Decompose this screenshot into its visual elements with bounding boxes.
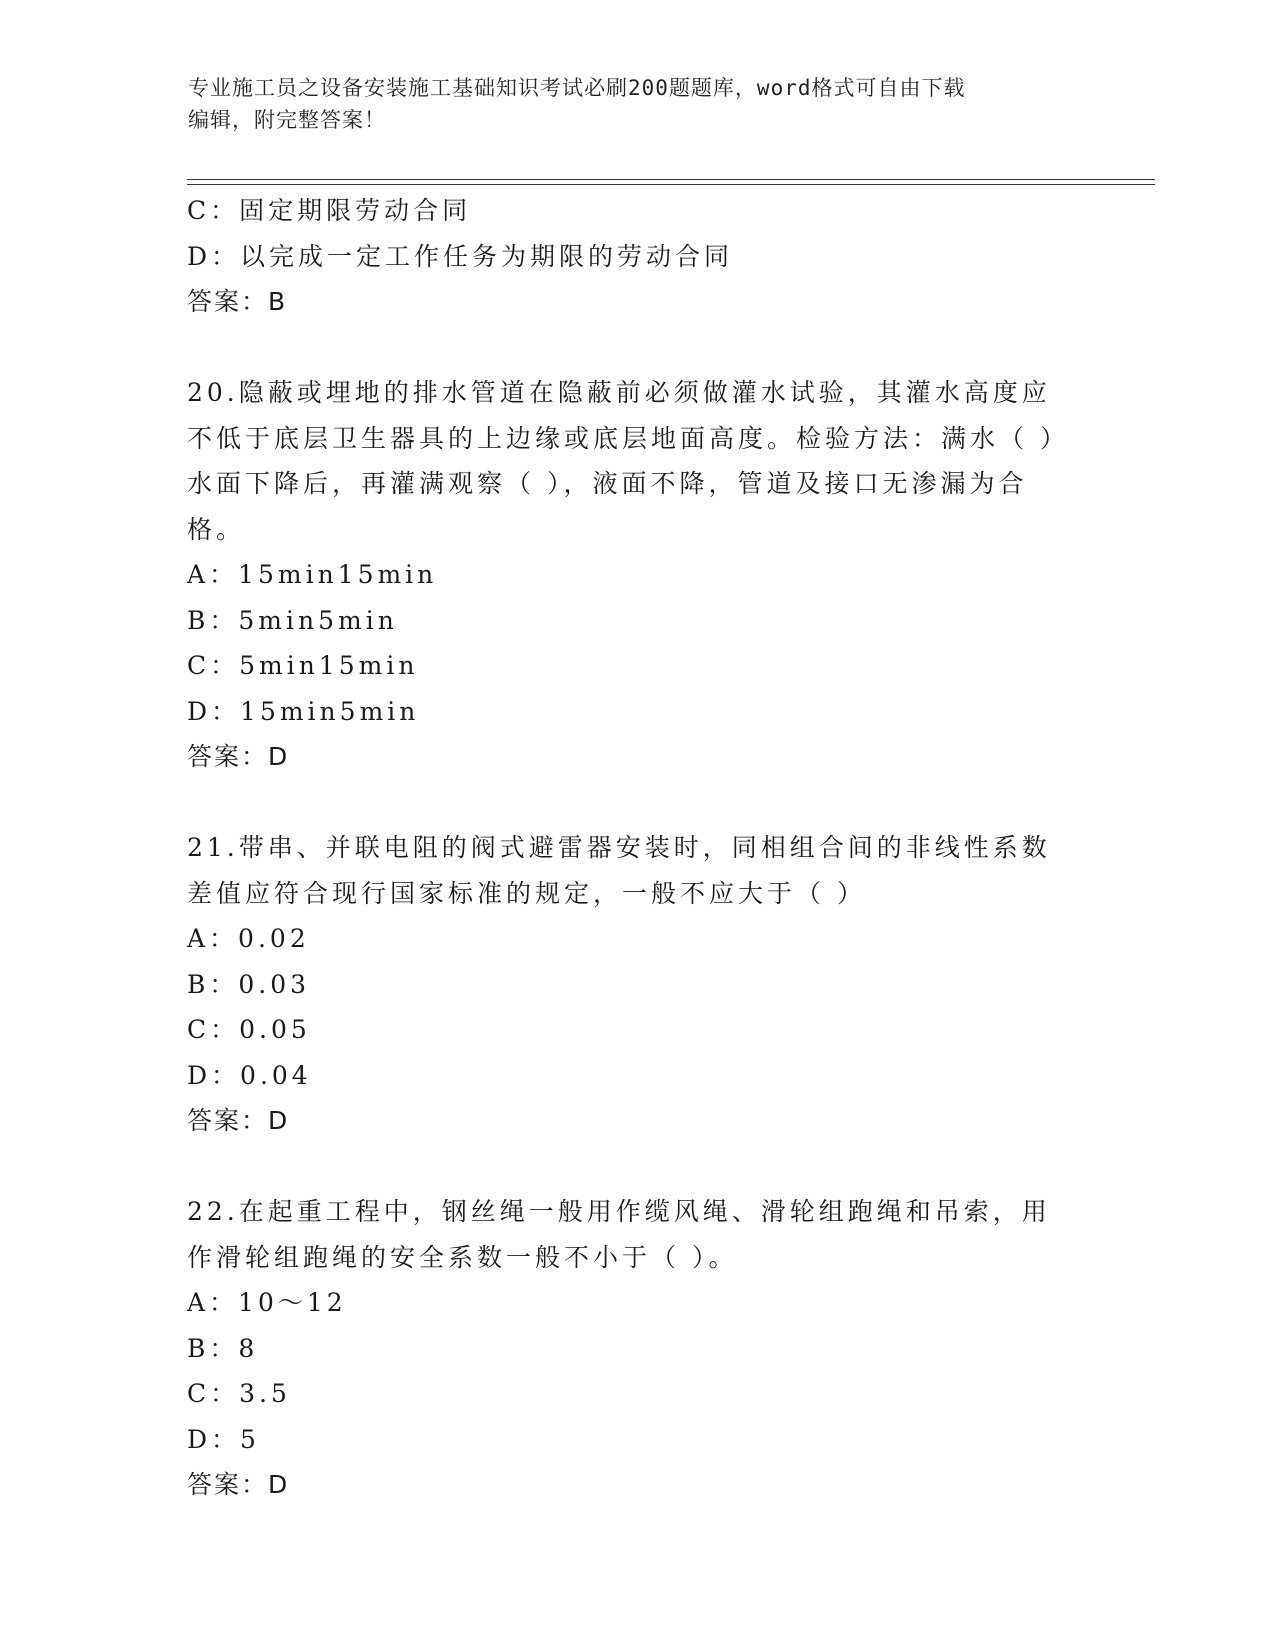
option-c: C：0.05	[187, 1015, 311, 1044]
question-19-tail	[187, 188, 1077, 325]
question-22	[187, 1189, 1077, 1508]
question-stem: 22.在起重工程中，钢丝绳一般用作缆风绳、滑轮组跑绳和吊索，用作滑轮组跑绳的安全系数一般不小于（ ）。	[187, 1197, 1051, 1272]
answer-line: 答案：B	[187, 287, 288, 316]
option-b: B：5min5min	[187, 605, 398, 635]
document-body	[187, 188, 1077, 1508]
spacer	[187, 1144, 1077, 1190]
spacer	[187, 780, 1077, 826]
header-divider-bottom	[187, 184, 1155, 185]
question-20	[187, 370, 1077, 780]
option-b: B：0.03	[187, 969, 311, 999]
page-header	[188, 72, 1068, 136]
header-title-line1: 专业施工员之设备安装施工基础知识考试必刷200题题库，word格式可自由下载	[188, 76, 966, 100]
answer-line: 答案：D	[187, 1470, 290, 1499]
spacer	[187, 325, 1077, 371]
question-21	[187, 825, 1077, 1144]
header-title-line2: 编辑，附完整答案！	[188, 108, 386, 132]
option-d: D：5	[187, 1424, 260, 1454]
option-c: C：5min15min	[187, 651, 419, 680]
option-c: C：固定期限劳动合同	[187, 196, 472, 225]
header-divider-top	[187, 179, 1155, 180]
option-a: A：0.02	[187, 924, 310, 953]
answer-line: 答案：D	[187, 1106, 290, 1135]
option-d: D：15min5min	[187, 696, 420, 726]
option-d: D：0.04	[187, 1060, 312, 1090]
option-b: B：8	[187, 1333, 259, 1363]
answer-line: 答案：D	[187, 742, 290, 771]
question-stem: 20.隐蔽或埋地的排水管道在隐蔽前必须做灌水试验，其灌水高度应不低于底层卫生器具的上边缘或底层地面高度。检验方法：满水（ ）水面下降后，再灌满观察（ ），液面不降，管道及接口无渗漏为合格。	[187, 378, 1069, 544]
option-c: C：3.5	[187, 1379, 291, 1408]
option-d: D：以完成一定工作任务为期限的劳动合同	[187, 241, 734, 271]
option-a: A：15min15min	[187, 560, 438, 589]
question-stem: 21.带串、并联电阻的阀式避雷器安装时，同相组合间的非线性系数差值应符合现行国家标准的规定，一般不应大于（ ）	[187, 833, 1051, 908]
option-a: A：10～12	[187, 1288, 347, 1317]
